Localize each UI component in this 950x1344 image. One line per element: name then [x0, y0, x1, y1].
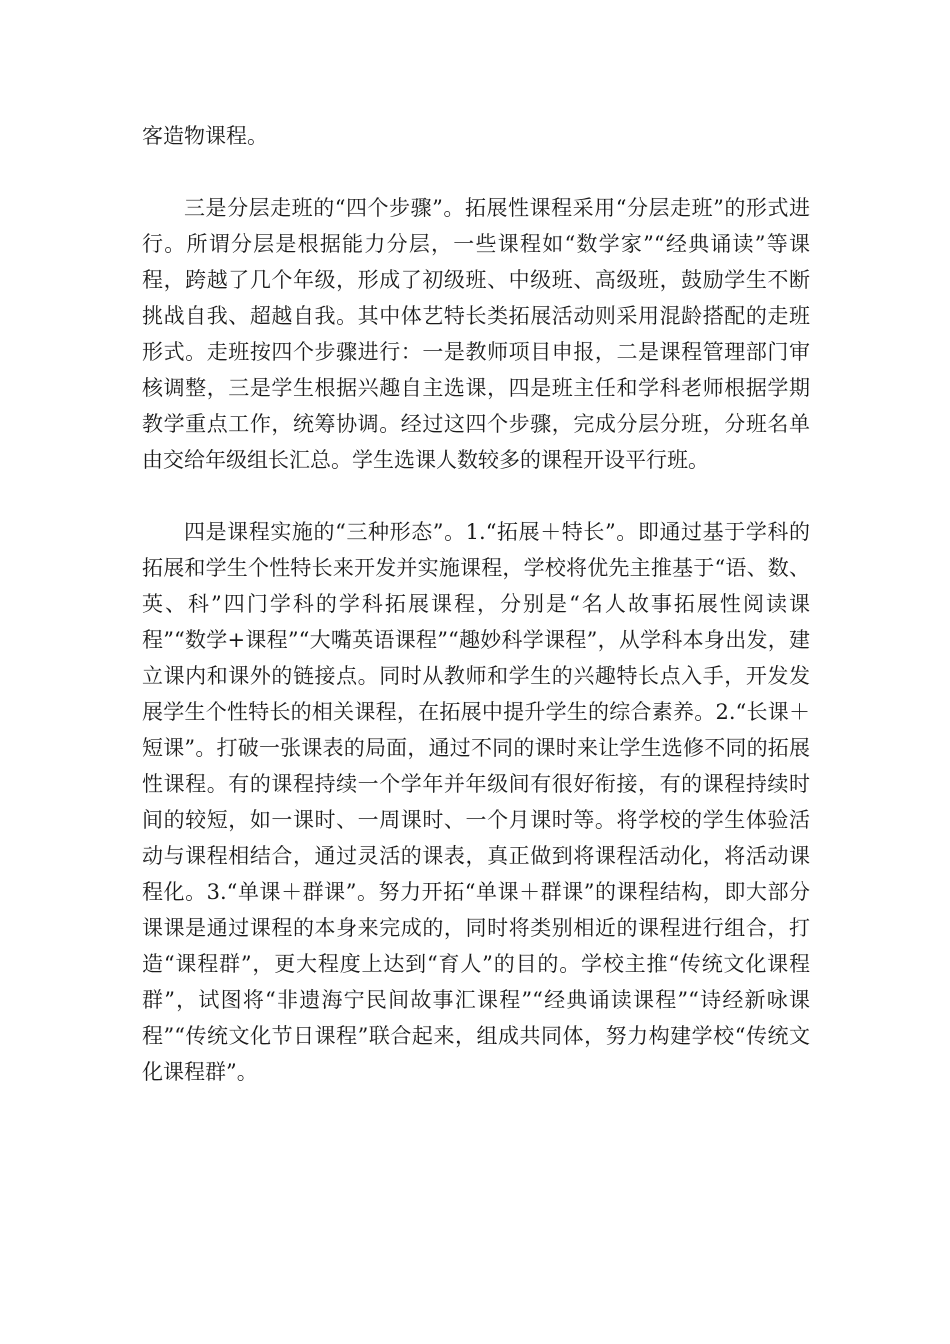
- paragraph-spacer: [142, 478, 810, 514]
- paragraph-spacer: [142, 154, 810, 190]
- paragraph-four-steps: 三是分层走班的“四个步骤”。拓展性课程采用“分层走班”的形式进行。所谓分层是根据能力分层，一些课程如“数学家”“经典诵读”等课程，跨越了几个年级，形成了初级班、中级班、高级班，鼓励学生不断挑战自我、超越自我。其中体艺特长类拓展活动则采用混龄搭配的走班形式。走班按四个步骤进行：一是教师项目申报，二是课程管理部门审核调整，三是学生根据兴趣自主选课，四是班主任和学科老师根据学期教学重点工作，统筹协调。经过这四个步骤，完成分层分班，分班名单由交给年级组长汇总。学生选课人数较多的课程开设平行班。: [142, 196, 810, 472]
- paragraph-continuation: 客造物课程。: [142, 124, 268, 148]
- document-page: [142, 118, 810, 1090]
- paragraph-three-forms: 四是课程实施的“三种形态”。1.“拓展＋特长”。即通过基于学科的拓展和学生个性特长来开发并实施课程，学校将优先主推基于“语、数、英、科”四门学科的学科拓展课程，分别是“名人故事拓展性阅读课程”“数学+课程”“大嘴英语课程”“趣妙科学课程”，从学科本身出发，建立课内和课外的链接点。同时从教师和学生的兴趣特长点入手，开发发展学生个性特长的相关课程，在拓展中提升学生的综合素养。2.“长课＋短课”。打破一张课表的局面，通过不同的课时来让学生选修不同的拓展性课程。有的课程持续一个学年并年级间有很好衔接，有的课程持续时间的较短，如一课时、一周课时、一个月课时等。将学校的学生体验活动与课程相结合，通过灵活的课表，真正做到将课程活动化，将活动课程化。3.“单课＋群课”。努力开拓“单课＋群课”的课程结构，即大部分课课是通过课程的本身来完成的，同时将类别相近的课程进行组合，打造“课程群”，更大程度上达到“育人”的目的。学校主推“传统文化课程群”，试图将“非遗海宁民间故事汇课程”“经典诵读课程”“诗经新咏课程”“传统文化节日课程”联合起来，组成共同体，努力构建学校“传统文化课程群”。: [142, 520, 810, 1084]
